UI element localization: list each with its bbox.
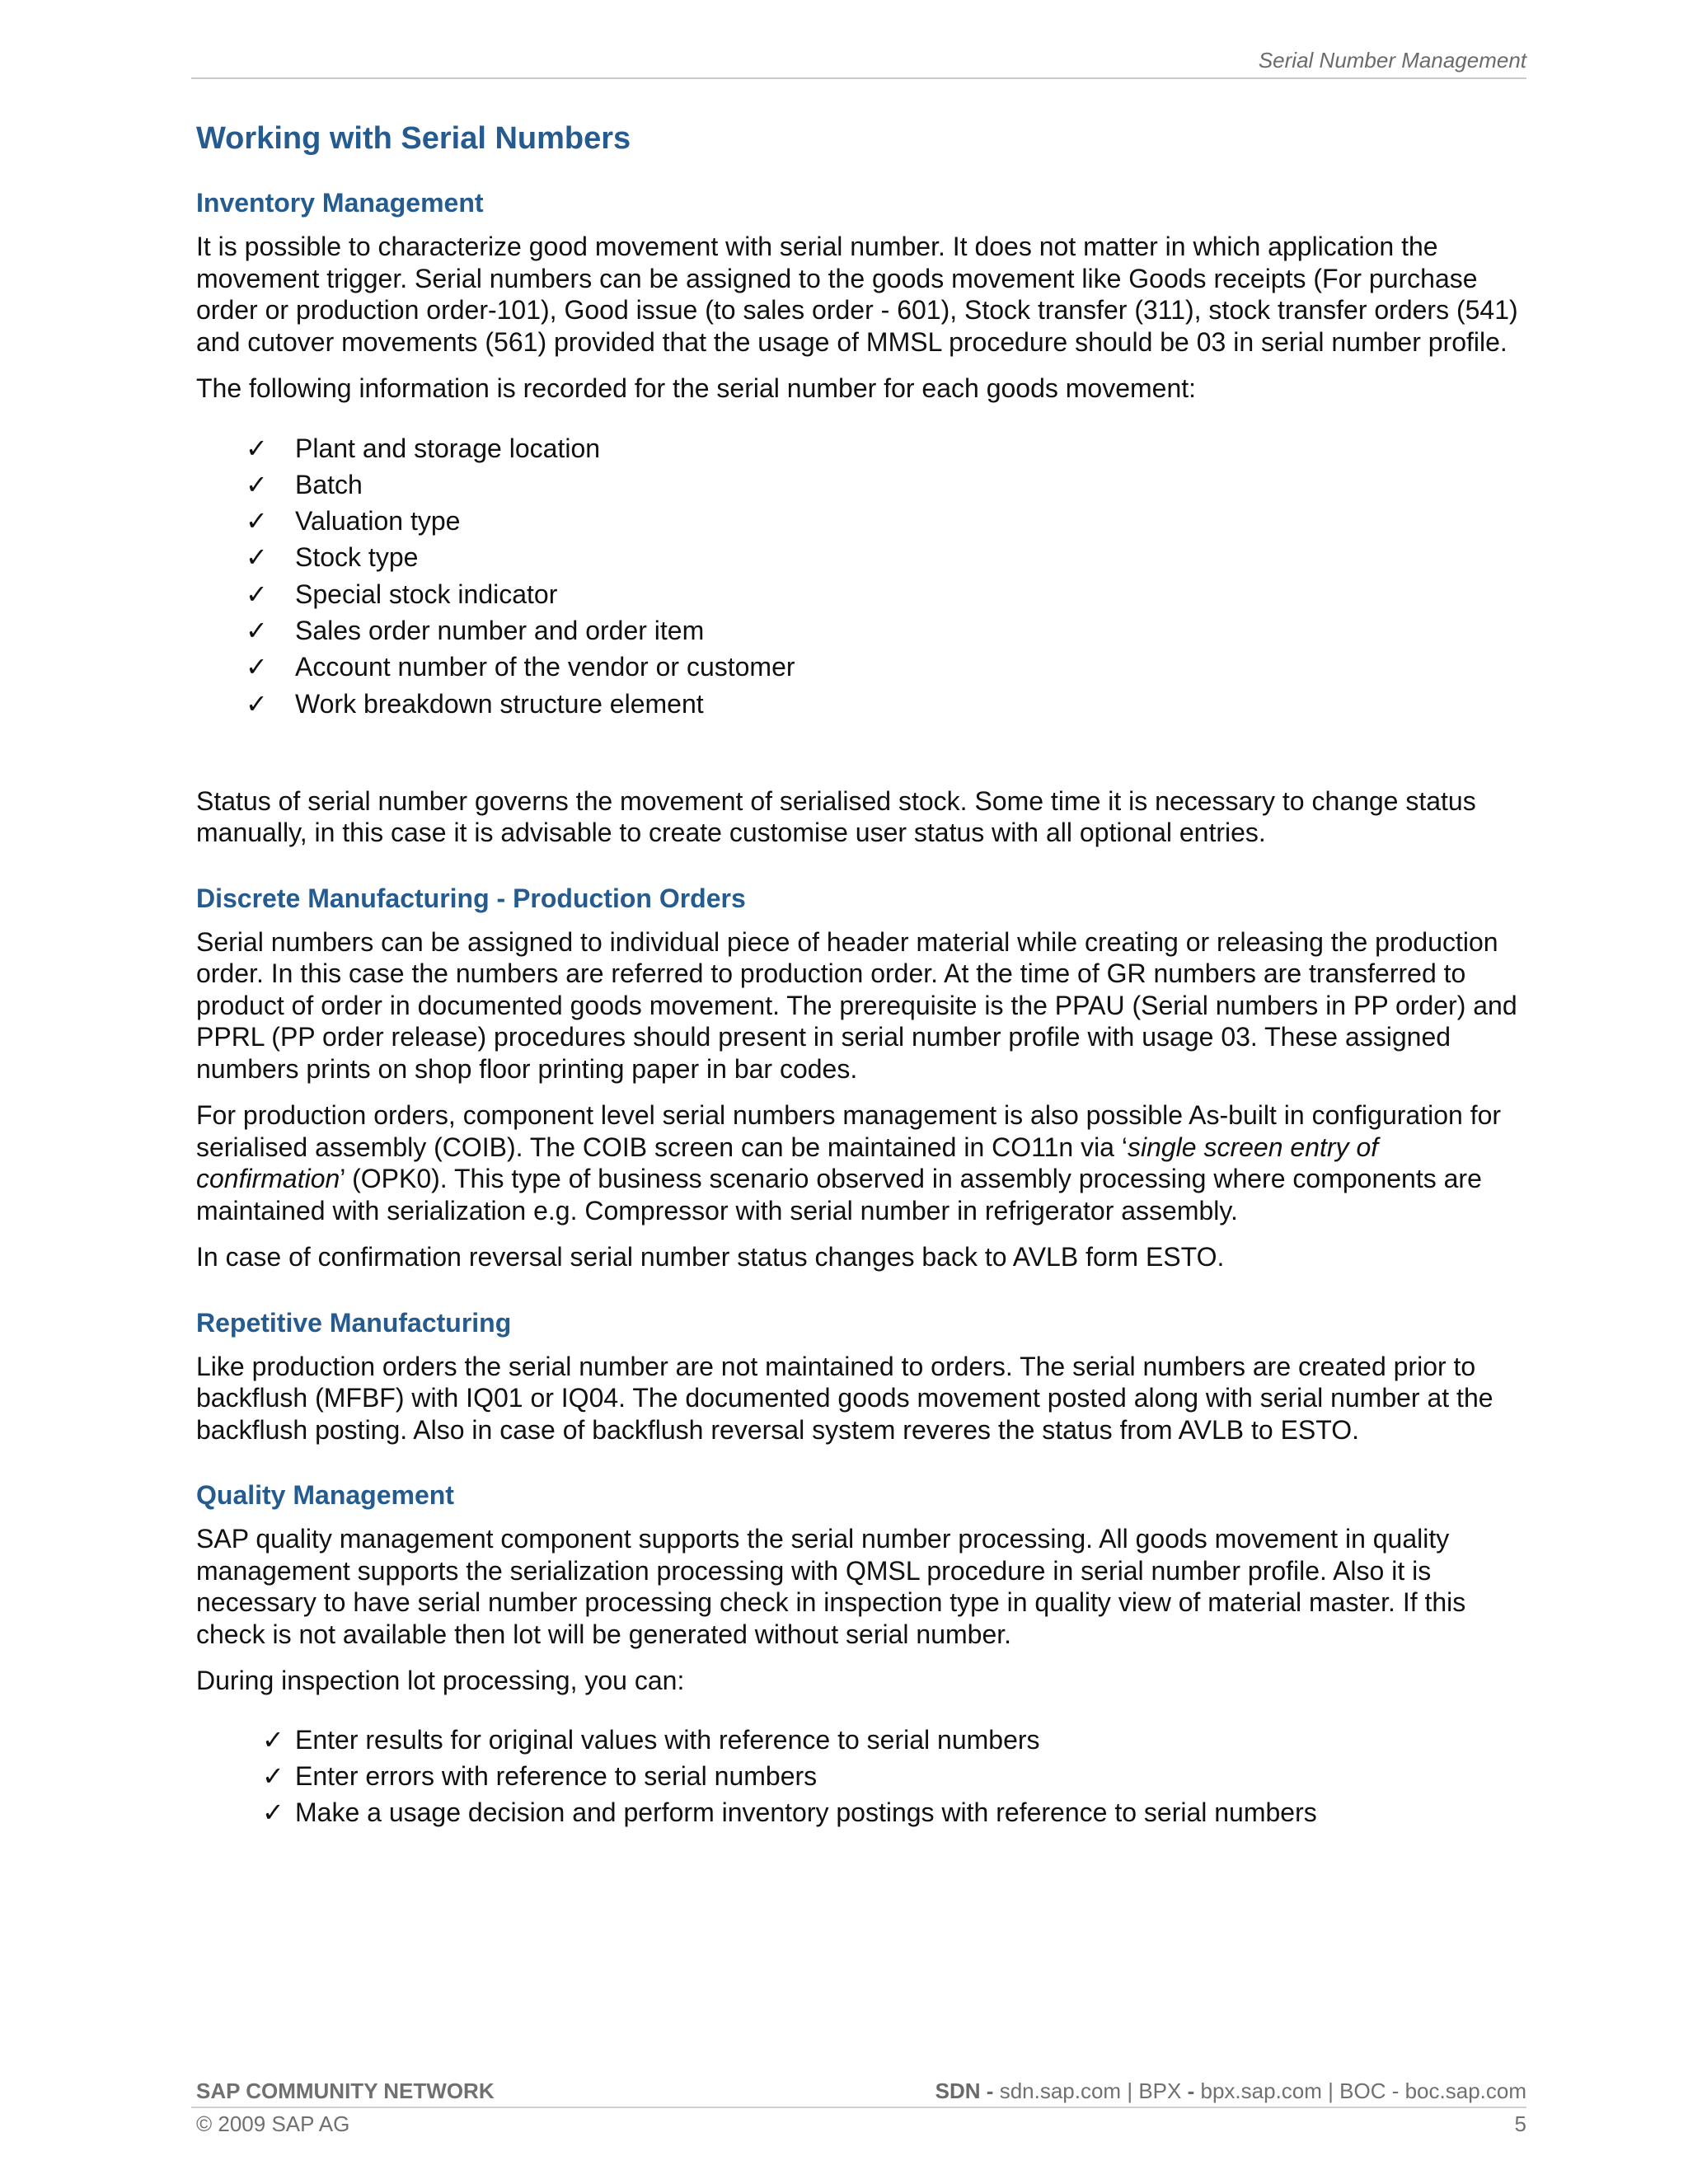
quality-paragraph-2: During inspection lot processing, you can: — [196, 1666, 685, 1696]
list-item — [196, 1722, 1526, 1758]
footer-sdn-label: SDN - — [935, 2079, 994, 2103]
section-heading-repetitive: Repetitive Manufacturing — [196, 1307, 512, 1338]
running-header-title: Serial Number Management — [1258, 48, 1526, 73]
list-item-text: Plant and storage location — [295, 433, 601, 463]
checkmark-icon: ✓ — [246, 469, 268, 499]
list-item-text: Make a usage decision and perform inventory postings with reference to serial numbers — [295, 1797, 1317, 1828]
inventory-recorded-info-list — [196, 430, 1526, 722]
list-item — [196, 686, 1526, 722]
discrete-paragraph-2-italic: single screen entry of confirmation — [196, 1132, 1379, 1194]
footer-boc-link[interactable]: BOC - boc.sap.com — [1339, 2079, 1526, 2103]
checkmark-icon: ✓ — [246, 433, 268, 463]
document-body — [196, 115, 1526, 1831]
inventory-paragraph-1: It is possible to characterize good movement with serial number. It does not matter in which application the movement trigger. Serial numbers can be assigned to the goods movement like Goods receipts (For purchase order or production order-101), Good issue (to sales order - 601), Stock transfer (311), stock transfer orders (541) and cutover movements (561) provided that the usage of MMSL procedure should be 03 in serial number profile. — [196, 232, 1518, 357]
checkmark-icon: ✓ — [246, 579, 268, 609]
list-item-text: Enter errors with reference to serial numbers — [295, 1761, 818, 1792]
checkmark-icon: ✓ — [262, 1761, 284, 1792]
footer-copyright: © 2009 SAP AG — [196, 2111, 350, 2136]
footer-sdn-link[interactable]: sdn.sap.com — [999, 2079, 1122, 2103]
checkmark-icon: ✓ — [246, 652, 268, 682]
list-item-text: Enter results for original values with reference to serial numbers — [295, 1724, 1040, 1755]
quality-paragraph-1: SAP quality management component supports the serial number processing. All goods movement in quality management supports the serialization processing with QMSL procedure in serial number profile. Also it is necessary to have serial number processing check in inspection type in quality view of material master. If this check is not available then lot will be generated without serial number. — [196, 1524, 1466, 1649]
list-item — [196, 1758, 1526, 1794]
footer-network-name: SAP COMMUNITY NETWORK — [196, 2079, 495, 2103]
checkmark-icon: ✓ — [246, 542, 268, 573]
discrete-paragraph-2-end: ’ (OPK0). This type of business scenario observed in assembly processing where components are maintained with serialization e.g. Compressor with serial number in refrigerator assembly. — [196, 1164, 1482, 1226]
list-item — [196, 503, 1526, 539]
footer-bpx-link[interactable]: bpx.sap.com — [1200, 2079, 1322, 2103]
section-quality-management — [196, 1479, 1526, 1830]
list-item — [196, 612, 1526, 649]
list-item-text: Special stock indicator — [295, 579, 558, 609]
inventory-paragraph-3: Status of serial number governs the movement of serialised stock. Some time it is necessary to change status manually, in this case it is advisable to create customise user status with all optional entries. — [196, 785, 1476, 848]
list-item-text: Sales order number and order item — [295, 615, 705, 645]
inventory-paragraph-2: The following information is recorded for the serial number for each goods movement: — [196, 373, 1197, 403]
list-item-text: Account number of the vendor or customer — [295, 652, 795, 682]
section-inventory-management — [196, 186, 1526, 849]
spacer — [196, 722, 1526, 785]
list-item — [196, 466, 1526, 503]
discrete-paragraph-1: Serial numbers can be assigned to individual piece of header material while creating or releasing the production order. In this case the numbers are referred to production order. At the time of GR numbers are transferred to product of order in documented goods movement. The prerequisite is the PPAU (Serial numbers in PP order) and PPRL (PP order release) procedures should present in serial number profile with usage 03. These assigned numbers prints on shop floor printing paper in bar codes. — [196, 926, 1517, 1084]
footer-separator: | — [1127, 2079, 1133, 2103]
list-item-text: Batch — [295, 469, 363, 499]
footer-bpx-dash: - — [1187, 2079, 1195, 2103]
checkmark-icon: ✓ — [262, 1724, 284, 1755]
discrete-paragraph-2 — [196, 1099, 1526, 1226]
discrete-paragraph-3: In case of confirmation reversal serial number status changes back to AVLB form ESTO. — [196, 1242, 1225, 1272]
list-item — [196, 1794, 1526, 1830]
list-item-text: Work breakdown structure element — [295, 688, 704, 719]
list-item — [196, 576, 1526, 612]
list-item — [196, 430, 1526, 466]
section-heading-inventory: Inventory Management — [196, 188, 484, 218]
list-item — [196, 539, 1526, 575]
page-number: 5 — [1514, 2111, 1526, 2136]
repetitive-paragraph-1: Like production orders the serial number are not maintained to orders. The serial numbers are created prior to backflush (MFBF) with IQ01 or IQ04. The documented goods movement posted along with serial number at the backflush posting. Also in case of backflush reversal system reveres the status from AVLB to ESTO. — [196, 1351, 1493, 1445]
footer-separator: | — [1328, 2079, 1334, 2103]
checkmark-icon: ✓ — [246, 615, 268, 645]
discrete-paragraph-2-start: For production orders, component level serial numbers management is also possible As-built in configuration for serialised assembly (COIB). The COIB screen can be maintained in CO11n via ‘ — [196, 1100, 1502, 1162]
checkmark-icon: ✓ — [246, 506, 268, 537]
page-title: Working with Serial Numbers — [196, 121, 631, 156]
header-divider — [191, 77, 1526, 79]
section-heading-quality: Quality Management — [196, 1480, 454, 1511]
list-item-text: Stock type — [295, 542, 419, 573]
section-heading-discrete: Discrete Manufacturing - Production Orders — [196, 883, 746, 913]
footer-links — [935, 2079, 1526, 2104]
footer-bpx-label: BPX — [1138, 2079, 1182, 2103]
footer-divider — [191, 2107, 1526, 2108]
list-item — [196, 649, 1526, 685]
checkmark-icon: ✓ — [246, 688, 268, 719]
quality-actions-list — [196, 1722, 1526, 1831]
section-repetitive-manufacturing — [196, 1306, 1526, 1446]
list-item-text: Valuation type — [295, 506, 461, 537]
checkmark-icon: ✓ — [262, 1797, 284, 1828]
section-discrete-manufacturing — [196, 882, 1526, 1273]
